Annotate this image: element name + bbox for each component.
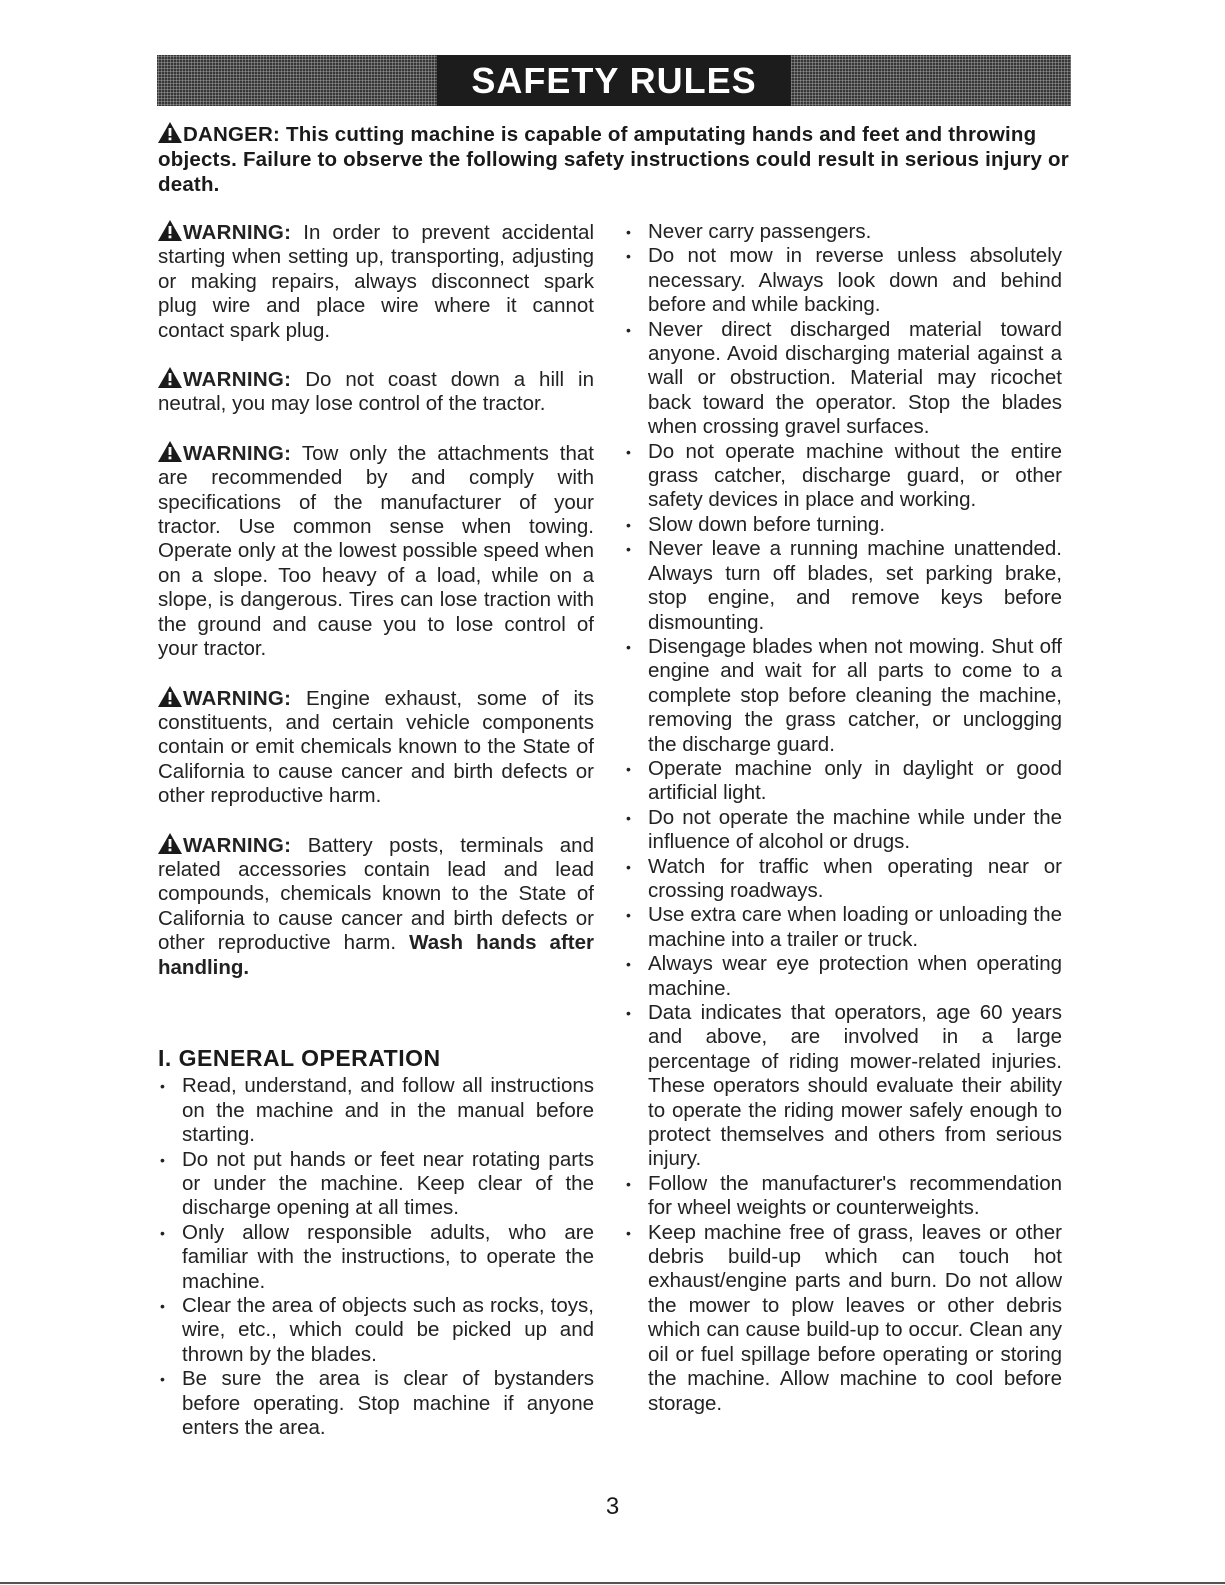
warning-label: WARNING: <box>183 686 292 710</box>
bullet-icon: • <box>626 224 631 240</box>
list-item: • Use extra care when loading or unloading the machine into a trailer or truck. <box>626 903 1062 951</box>
list-item: • Follow the manufacturer's recommendation for wheel weights or counterweights. <box>626 1171 1062 1220</box>
warning-battery <box>158 833 594 980</box>
right-column <box>624 220 1062 1416</box>
page-title: SAFETY RULES <box>471 59 757 101</box>
list-item: • Clear the area of objects such as rocks, toys, wire, etc., which could be picked up and thrown by the blades. <box>160 1294 594 1366</box>
warning-engine-exhaust <box>158 686 594 809</box>
bullet-icon: • <box>626 858 631 875</box>
left-column <box>158 220 594 1440</box>
general-operation-list <box>158 1074 594 1440</box>
list-item: • Always wear eye protection when operating machine. <box>626 952 1062 1000</box>
section-title-general-operation: I. GENERAL OPERATION <box>158 1044 441 1071</box>
bullet-icon: • <box>626 1005 631 1021</box>
bullet-icon: • <box>626 638 631 655</box>
safety-bullet-list <box>624 220 1062 1416</box>
list-item: • Never leave a running machine unattended. Always turn off blades, set parking brake, stop engine, and remove keys before dismounting. <box>626 537 1062 634</box>
warning-label: WARNING: <box>183 221 292 244</box>
bullet-icon: • <box>626 1175 631 1192</box>
warning-text: In order to prevent accidental starting when setting up, transporting, adjusting or making repairs, always disconnect spark plug wire and place wire where it cannot contact spark plug. <box>158 221 594 342</box>
bullet-icon: • <box>626 321 631 338</box>
list-item: • Data indicates that operators, age 60 years and above, are involved in a large percentage of riding mower-related injuries. These operators should evaluate their ability to operate the riding mower safely enough to protect themselves and others from serious injury. <box>626 1001 1062 1171</box>
list-item: • Do not operate the machine while under the influence of alcohol or drugs. <box>626 805 1062 854</box>
warning-triangle-icon <box>158 367 182 388</box>
warning-text: Do not coast down a hill in neutral, you may lose control of the tractor. <box>158 368 594 416</box>
warning-text: Tow only the attachments that are recommended by and comply with specifications of the manufacturer of your tractor. Use common sense when towing. Operate only at the lowest possible speed when on a slope. Too heavy of a load, while on a slope, is dangerous. Tires can lose traction with the ground and cause you to lose control of your tractor. <box>158 441 594 661</box>
bullet-icon: • <box>626 907 631 924</box>
list-item: • Do not mow in reverse unless absolutely necessary. Always look down and behind before and while backing. <box>626 244 1062 317</box>
page-number: 3 <box>605 1493 620 1520</box>
list-item: • Disengage blades when not mowing. Shut off engine and wait for all parts to come to a complete stop before cleaning the machine, removing the grass catcher, or unclogging the discharge guard. <box>626 634 1062 756</box>
bullet-icon: • <box>160 1078 165 1095</box>
warning-bold-tail: Wash hands after handling. <box>158 931 594 979</box>
danger-label: DANGER: <box>183 123 281 146</box>
warning-triangle-icon <box>158 833 182 854</box>
warning-label: WARNING: <box>183 368 292 392</box>
warning-triangle-icon <box>158 686 182 707</box>
list-item: • Do not put hands or feet near rotating parts or under the machine. Keep clear of the discharge opening at all times. <box>160 1147 594 1220</box>
bullet-icon: • <box>160 1371 165 1388</box>
bullet-icon: • <box>626 541 631 558</box>
list-item: • Slow down before turning. <box>626 512 886 536</box>
warning-towing <box>158 441 594 662</box>
list-item: • Only allow responsible adults, who are familiar with the instructions, to operate the machine. <box>160 1220 594 1293</box>
list-item: • Be sure the area is clear of bystanders before operating. Stop machine if anyone enters the area. <box>160 1367 594 1440</box>
bullet-icon: • <box>626 809 631 826</box>
warning-spark-plug <box>158 220 594 343</box>
warning-triangle-icon <box>158 122 182 143</box>
list-item: • Keep machine free of grass, leaves or other debris build-up which can touch hot exhaust/engine parts and burn. Do not allow the mower to plow leaves or other debris which can cause build-up to occur. Clean any oil or fuel spillage before operating or storing the machine. Allow machine to cool before storage. <box>626 1220 1062 1415</box>
warning-coast-downhill <box>158 367 594 417</box>
warning-triangle-icon <box>158 220 182 241</box>
warning-triangle-icon <box>158 441 182 462</box>
bullet-icon: • <box>160 1151 165 1168</box>
warning-text: Battery posts, terminals and related accessories contain lead and lead compounds, chemicals known to the State of California to cause cancer and birth defects or other reproductive harm. <box>158 833 594 955</box>
bullet-icon: • <box>626 760 631 777</box>
bottom-edge-line <box>0 1582 1225 1584</box>
bullet-icon: • <box>626 956 631 973</box>
bullet-icon: • <box>160 1224 165 1241</box>
bullet-icon: • <box>626 443 631 460</box>
warning-text: Engine exhaust, some of its constituents, and certain vehicle components contain or emit chemicals known to the State of California to cause cancer and birth defects or other reproductive harm. <box>158 686 594 808</box>
list-item: • Operate machine only in daylight or good artificial light. <box>626 756 1062 805</box>
danger-statement <box>158 122 1073 197</box>
list-item: • Do not operate machine without the entire grass catcher, discharge guard, or other safety devices in place and working. <box>626 439 1062 512</box>
list-item: • Watch for traffic when operating near or crossing roadways. <box>626 854 1062 902</box>
bullet-icon: • <box>626 1224 631 1241</box>
list-item: • Never carry passengers. <box>626 220 872 243</box>
warning-label: WARNING: <box>183 833 292 857</box>
bullet-icon: • <box>626 248 631 265</box>
list-item: • Read, understand, and follow all instructions on the machine and in the manual before starting. <box>160 1074 594 1147</box>
list-item: • Never direct discharged material toward anyone. Avoid discharging material against a wall or obstruction. Material may ricochet back toward the operator. Stop the blades when crossing gravel surfaces. <box>626 317 1062 439</box>
banner-title-box <box>437 55 790 106</box>
warning-label: WARNING: <box>183 441 292 465</box>
safety-rules-banner <box>157 55 1071 106</box>
bullet-icon: • <box>626 516 631 533</box>
danger-text: This cutting machine is capable of amputating hands and feet and throwing objects. Failure to observe the following safety instructions could result in serious injury or death. <box>158 123 1069 196</box>
bullet-icon: • <box>160 1298 165 1315</box>
